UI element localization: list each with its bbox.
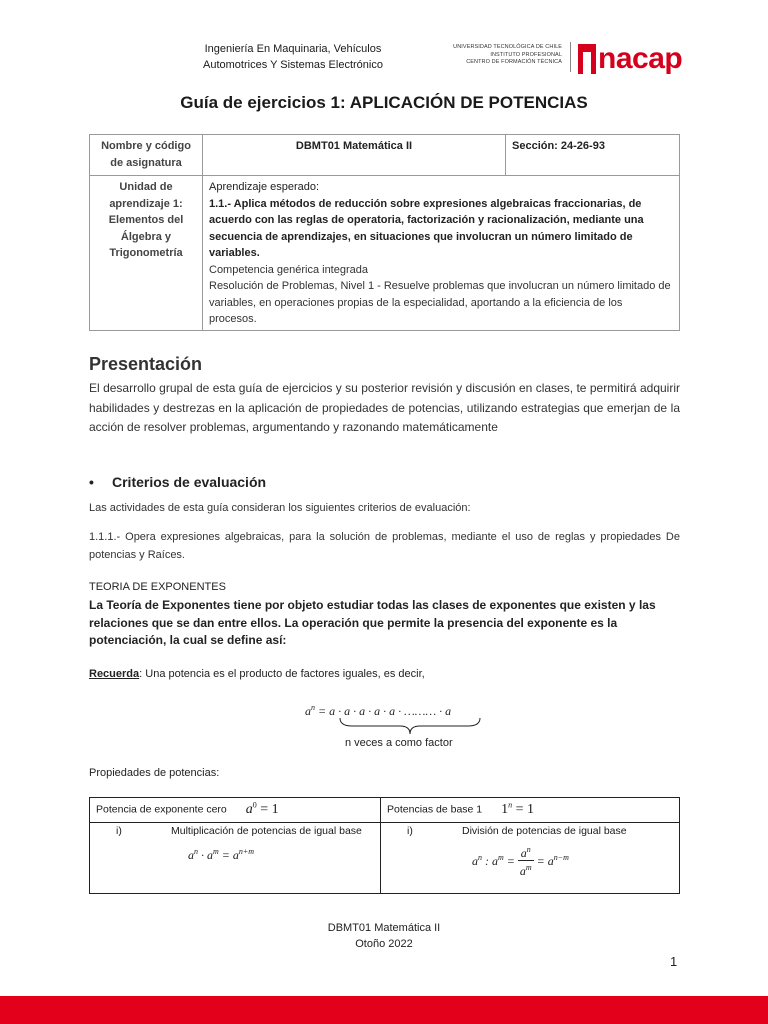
multiplication-header	[96, 825, 374, 837]
footer-red-bar	[0, 996, 768, 1024]
inst-line-3: CENTRO DE FORMACIÓN TÉCNICA	[466, 59, 562, 65]
division-cell	[381, 823, 680, 894]
document-title: Guía de ejercicios 1: APLICACIÓN DE POTENCIAS	[180, 93, 588, 112]
program-name	[178, 41, 408, 73]
power-definition-formula: $a^n = a \cdot a \cdot a \cdot a \cdot a$ · ……… · a	[305, 703, 452, 718]
division-number: i)	[407, 825, 413, 837]
section-cell: Sección: 24-26-93	[506, 135, 680, 176]
division-formula: $a^n$ : $a^m$ = $\frac{a^n}{a^m}$ = $a^{n-m}$	[472, 845, 569, 878]
competencia-title: Competencia genérica integrada	[209, 263, 368, 276]
properties-table	[89, 797, 680, 894]
program-line-1: Ingeniería En Maquinaria, Vehículos	[204, 43, 382, 55]
learning-cell	[203, 176, 680, 331]
multiplication-cell	[90, 823, 381, 894]
recuerda-line	[89, 668, 425, 680]
logo-text: nacap	[598, 42, 683, 75]
multiplication-formula: $a^n \cdot a^m = a^{n+m}$	[188, 847, 255, 862]
presentacion-text: El desarrollo grupal de esta guía de ejercicios y su posterior revisión y discusión en clases, te permitirá adquirir habilidades y destrezas en la aplicación de propiedades de potencias, utilizando estrategias que emerjan de la acción de resolver problemas, argumentando y razonando matemáticamente	[89, 381, 680, 434]
criterio-item: 1.1.1.- Opera expresiones algebraicas, para la solución de problemas, mediante el uso de reglas y propiedades De potencias y Raíces.	[89, 531, 680, 561]
institution-lines	[432, 44, 562, 67]
footer-term: Otoño 2022	[355, 938, 413, 950]
criterios-intro: Las actividades de esta guía consideran los siguientes criterios de evaluación:	[89, 502, 471, 514]
division-header	[387, 825, 673, 837]
underbrace-icon	[338, 716, 482, 736]
course-row	[90, 135, 680, 176]
multiplication-label: Multiplicación de potencias de igual base	[171, 825, 362, 837]
teoria-text: La Teoría de Exponentes tiene por objeto estudiar todas las clases de exponentes que existen y las relaciones que se dan entre ellos. La operación que permite la presencia del exponente es la potenciación, la cual se define así:	[89, 598, 656, 647]
brace-label: n veces a como factor	[345, 737, 453, 749]
unit-label-cell: Unidad de aprendizaje 1: Elementos del Álgebra y Trigonometría	[90, 176, 203, 331]
criterios-heading-text: Criterios de evaluación	[112, 474, 267, 490]
zero-exponent-formula: $a^0 = 1$	[245, 800, 279, 817]
criterios-heading	[89, 474, 266, 490]
inst-line-2: INSTITUTO PROFESIONAL	[490, 51, 562, 58]
base-one-label: Potencias de base 1	[387, 803, 483, 816]
multiplication-number: i)	[116, 825, 122, 837]
program-line-2: Automotrices Y Sistemas Electrónico	[203, 59, 383, 71]
logo-mark-icon	[578, 44, 596, 74]
presentacion-heading: Presentación	[89, 354, 203, 374]
aprendizaje-text: 1.1.- Aplica métodos de reducción sobre expresiones algebraicas fraccionarias, de acuerdo con las reglas de operatoria, factorización y racionalización, mediante una secuencia de aprendizajes, en situaciones que involucran un número limitado de variables.	[209, 197, 644, 259]
bullet-icon: •	[89, 474, 94, 490]
properties-row-2	[90, 823, 680, 894]
recuerda-text: : Una potencia es el producto de factores iguales, es decir,	[139, 668, 425, 680]
division-label: División de potencias de igual base	[462, 825, 627, 837]
teoria-title: TEORIA DE EXPONENTES	[89, 581, 226, 593]
base-one-formula: $1^n = 1$	[501, 800, 534, 817]
footer-course: DBMT01 Matemática II	[327, 922, 441, 934]
aprendizaje-title: Aprendizaje esperado:	[209, 181, 320, 193]
course-info-table	[89, 134, 680, 331]
propiedades-title: Propiedades de potencias:	[89, 767, 220, 779]
inst-line-1: UNIVERSIDAD TECNOLÓGICA DE CHILE	[453, 44, 562, 50]
course-name-cell: DBMT01 Matemática II	[203, 135, 506, 176]
competencia-text: Resolución de Problemas, Nivel 1 - Resuelve problemas que involucran un número limitado de variables, en operaciones propias de la especialidad, aportando a la eficiencia de los procesos.	[209, 280, 671, 325]
logo-divider	[570, 42, 571, 72]
inacap-logo	[578, 41, 682, 77]
zero-exponent-label: Potencia de exponente cero	[96, 803, 227, 816]
base-one-cell	[381, 798, 680, 823]
course-label-cell: Nombre y código de asignatura	[90, 135, 203, 176]
page-number: 1	[670, 954, 678, 969]
properties-row-1	[90, 798, 680, 823]
footer	[0, 920, 768, 952]
unit-row	[90, 176, 680, 331]
zero-exponent-cell	[90, 798, 381, 823]
recuerda-label: Recuerda	[89, 668, 140, 680]
